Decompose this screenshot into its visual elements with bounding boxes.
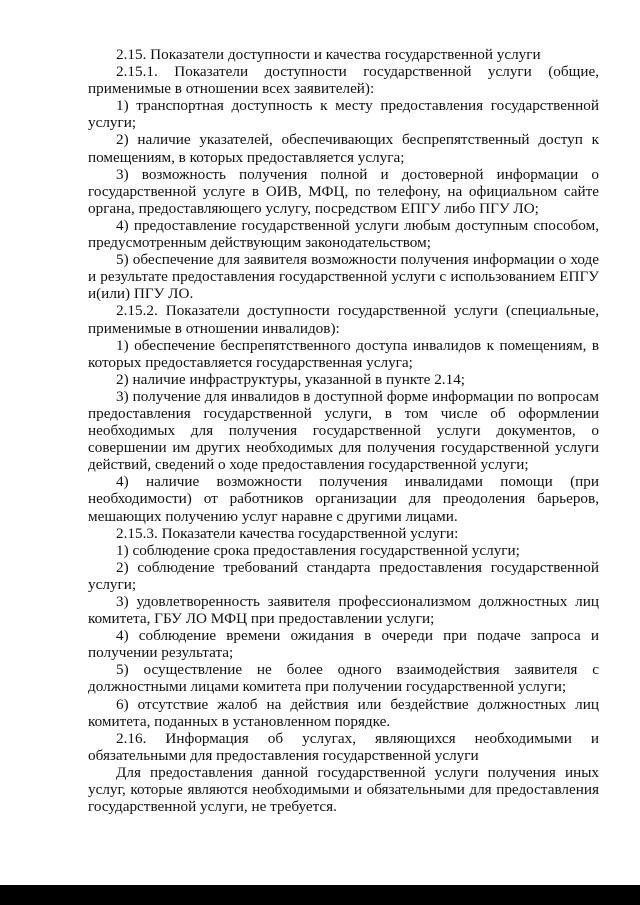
list-item: 2) наличие указателей, обеспечивающих беспрепятственный доступ к помещениям, в которых предоставляется услуга; xyxy=(88,131,599,166)
list-item: 1) транспортная доступность к месту предоставления государственной услуги; xyxy=(88,97,599,132)
list-item: 1) соблюдение срока предоставления государственной услуги; xyxy=(116,541,520,559)
list-item: 6) отсутствие жалоб на действия или бездействие должностных лиц комитета, поданных в установленном порядке. xyxy=(88,695,599,730)
list-item: 3) возможность получения полной и достоверной информации о государственной услуге в ОИВ, МФЦ, по телефону, на официальном сайте органа, предоставляющего услугу, посредством ЕПГУ либо ПГУ ЛО; xyxy=(88,165,599,217)
scan-border xyxy=(0,885,640,905)
list-item: 5) осуществление не более одного взаимодействия заявителя с должностными лицами комитета при получении государственной услуги; xyxy=(88,661,599,696)
list-item: 3) удовлетворенность заявителя профессионализмом должностных лиц комитета, ГБУ ЛО МФЦ при предоставлении услуги; xyxy=(88,593,599,628)
body-paragraph: Для предоставления данной государственной услуги получения иных услуг, которые являются необходимыми и обязательными для предоставления государственной услуги, не требуется. xyxy=(88,763,599,816)
subsection-heading-2-15-1: 2.15.1. Показатели доступности государственной услуги (общие, применимые в отношении всех заявителей): xyxy=(88,63,599,98)
list-item: 4) наличие возможности получения инвалидами помощи (при необходимости) от работников организации для преодоления барьеров, мешающих получению услуг наравне с другими лицами. xyxy=(88,473,599,525)
subsection-heading-2-15-3: 2.15.3. Показатели качества государственной услуги: xyxy=(116,524,459,542)
list-item: 4) предоставление государственной услуги любым доступным способом, предусмотренным действующим законодательством; xyxy=(88,216,599,252)
list-item: 3) получение для инвалидов в доступной форме информации по вопросам предоставления государственной услуги, в том числе об оформлении необходимых для получения государственной услуги документов, о совершении им других необходимых для получения государственной услуги действий, сведений о ходе предоставления государственной услуги; xyxy=(88,387,599,474)
document-text xyxy=(88,46,599,815)
list-item: 1) обеспечение беспрепятственного доступа инвалидов к помещениям, в которых предоставляется государственная услуга; xyxy=(88,336,599,371)
subsection-heading-2-15-2: 2.15.2. Показатели доступности государственной услуги (специальные, применимые в отношении инвалидов): xyxy=(88,302,599,337)
list-item: 2) соблюдение требований стандарта предоставления государственной услуги; xyxy=(88,558,599,593)
section-heading-2-15: 2.15. Показатели доступности и качества государственной услуги xyxy=(116,46,541,63)
list-item: 2) наличие инфраструктуры, указанной в пункте 2.14; xyxy=(116,370,466,388)
section-heading-2-16: 2.16. Информация об услугах, являющихся необходимыми и обязательными для предоставления государственной услуги xyxy=(88,729,599,764)
list-item: 5) обеспечение для заявителя возможности получения информации о ходе и результате предоставления государственной услуги с использованием ЕПГУ и(или) ПГУ ЛО. xyxy=(88,251,599,303)
list-item: 4) соблюдение времени ожидания в очереди при подаче запроса и получении результата; xyxy=(88,627,599,662)
